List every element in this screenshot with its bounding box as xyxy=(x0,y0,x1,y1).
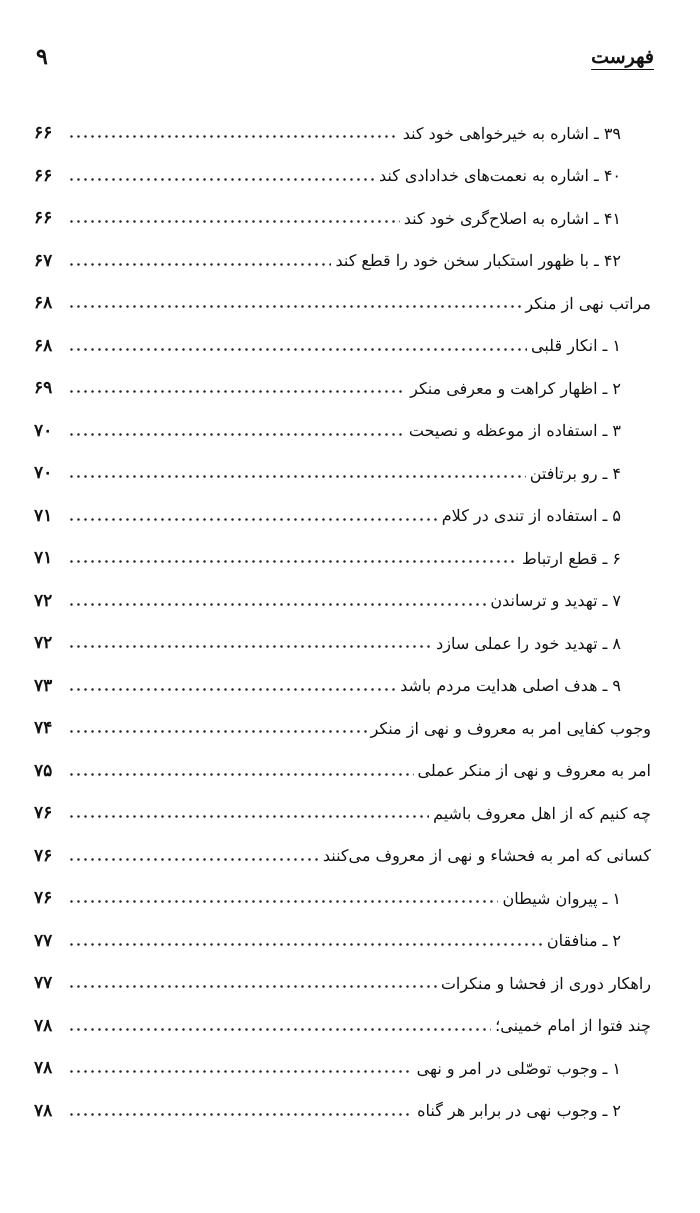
toc-entry-title: ۲ ـ منافقان xyxy=(546,931,621,951)
toc-entry[interactable] xyxy=(34,410,651,453)
toc-entry-page-number: ۷۷ xyxy=(34,930,53,951)
toc-entry-page-number: ۷۸ xyxy=(34,1058,53,1079)
toc-entry-title: مراتب نهی از منکر xyxy=(525,293,651,313)
toc-entry[interactable] xyxy=(34,580,651,623)
dot-leader xyxy=(68,977,437,989)
toc-entry-title: کسانی که امر به فحشاء و نهی از معروف می‌کنند xyxy=(322,846,651,866)
dot-leader xyxy=(68,765,414,777)
toc-entry-page-number: ۶۶ xyxy=(34,165,53,186)
toc-entry[interactable] xyxy=(34,537,651,580)
toc-entry-title: ۴۲ ـ با ظهور استکبار سخن خود را قطع کند xyxy=(335,251,621,271)
toc-entry-page-number: ۷۶ xyxy=(34,888,53,909)
page-header xyxy=(30,44,654,80)
dot-leader xyxy=(68,1105,413,1117)
toc-entry[interactable] xyxy=(34,367,651,410)
dot-leader xyxy=(68,1062,413,1074)
toc-entry-page-number: ۷۳ xyxy=(34,675,53,696)
toc-entry-title: چه کنیم که از اهل معروف باشیم xyxy=(433,803,651,823)
toc-entry-page-number: ۷۵ xyxy=(34,760,53,781)
toc-entry-page-number: ۶۶ xyxy=(34,123,53,144)
toc-entry[interactable] xyxy=(34,622,651,665)
dot-leader xyxy=(68,212,400,224)
toc-entry-page-number: ۷۰ xyxy=(34,463,53,484)
dot-leader xyxy=(68,255,331,267)
dot-leader xyxy=(68,127,399,139)
toc-entry-page-number: ۷۷ xyxy=(34,973,53,994)
dot-leader xyxy=(68,935,543,947)
toc-entry-title: ۲ ـ اظهار کراهت و معرفی منکر xyxy=(410,378,621,398)
toc-entry-page-number: ۷۲ xyxy=(34,590,53,611)
toc-entry[interactable] xyxy=(34,962,651,1005)
dot-leader xyxy=(68,340,527,352)
toc-entry-page-number: ۶۷ xyxy=(34,250,53,271)
toc-entry[interactable] xyxy=(34,707,651,750)
toc-entry[interactable] xyxy=(34,452,651,495)
toc-entry[interactable] xyxy=(34,282,651,325)
toc-entry[interactable] xyxy=(34,750,651,793)
dot-leader xyxy=(68,382,406,394)
toc-entry-title: ۷ ـ تهدید و ترساندن xyxy=(490,591,621,611)
toc-entry[interactable] xyxy=(34,665,651,708)
dot-leader xyxy=(68,722,367,734)
dot-leader xyxy=(68,637,432,649)
dot-leader xyxy=(68,680,396,692)
toc-entry[interactable] xyxy=(34,197,651,240)
toc-entry-title: ۳۹ ـ اشاره به خیرخواهی خود کند xyxy=(402,123,621,143)
toc-entry-page-number: ۶۶ xyxy=(34,208,53,229)
toc-entry[interactable] xyxy=(34,877,651,920)
dot-leader xyxy=(68,850,319,862)
toc-entry[interactable] xyxy=(34,155,651,198)
dot-leader xyxy=(68,467,526,479)
toc-entry[interactable] xyxy=(34,1005,651,1048)
toc-entry-title: ۱ ـ وجوب توصّلی در امر و نهی xyxy=(416,1058,621,1078)
toc-entry-page-number: ۶۸ xyxy=(34,293,53,314)
dot-leader xyxy=(68,510,438,522)
toc-entry[interactable] xyxy=(34,112,651,155)
toc-entry-title: ۳ ـ استفاده از موعظه و نصیحت xyxy=(408,421,621,441)
toc-entry-page-number: ۷۶ xyxy=(34,803,53,824)
toc-entry-page-number: ۶۸ xyxy=(34,335,53,356)
dot-leader xyxy=(68,1020,491,1032)
toc-entry-page-number: ۷۴ xyxy=(34,718,53,739)
toc-entry-page-number: ۷۸ xyxy=(34,1100,53,1121)
toc-entry[interactable] xyxy=(34,495,651,538)
dot-leader xyxy=(68,595,486,607)
toc-entry-title: ۹ ـ هدف اصلی هدایت مردم باشد xyxy=(400,676,621,696)
page-number: ۹ xyxy=(36,44,48,70)
page-title: فهرست xyxy=(591,46,654,68)
toc-entry-title: ۵ ـ استفاده از تندی در کلام xyxy=(441,506,621,526)
toc-entry-page-number: ۷۲ xyxy=(34,633,53,654)
toc-entry-page-number: ۷۰ xyxy=(34,420,53,441)
toc-entry-title: راهکار دوری از فحشا و منکرات xyxy=(440,973,651,993)
dot-leader xyxy=(68,892,498,904)
toc-entry-page-number: ۶۹ xyxy=(34,378,53,399)
toc-entry[interactable] xyxy=(34,1047,651,1090)
toc-entry-page-number: ۷۱ xyxy=(34,548,53,569)
dot-leader xyxy=(68,552,518,564)
toc-entry-page-number: ۷۶ xyxy=(34,845,53,866)
toc-entry-title: ۶ ـ قطع ارتباط xyxy=(522,548,621,568)
toc-entry[interactable] xyxy=(34,920,651,963)
toc-entry[interactable] xyxy=(34,1090,651,1133)
toc-entry[interactable] xyxy=(34,325,651,368)
toc-entry-title: امر به معروف و نهی از منکر عملی xyxy=(417,761,651,781)
toc-entry-title: چند فتوا از امام خمینی؛ xyxy=(495,1016,651,1036)
toc-entry[interactable] xyxy=(34,240,651,283)
dot-leader xyxy=(68,425,405,437)
toc-entry-title: ۱ ـ پیروان شیطان xyxy=(502,888,621,908)
toc-entry[interactable] xyxy=(34,792,651,835)
toc-entry-title: وجوب کفایی امر به معروف و نهی از منکر xyxy=(370,718,651,738)
dot-leader xyxy=(68,297,521,309)
dot-leader xyxy=(68,170,375,182)
table-of-contents xyxy=(34,112,651,1132)
toc-entry-title: ۸ ـ تهدید خود را عملی سازد xyxy=(436,633,621,653)
toc-entry[interactable] xyxy=(34,835,651,878)
toc-entry-title: ۴۰ ـ اشاره به نعمت‌های خدادادی کند xyxy=(378,166,621,186)
dot-leader xyxy=(68,807,429,819)
toc-entry-title: ۱ ـ انکار قلبی xyxy=(531,336,621,356)
toc-entry-page-number: ۷۸ xyxy=(34,1015,53,1036)
toc-entry-title: ۲ ـ وجوب نهی در برابر هر گناه xyxy=(417,1101,621,1121)
toc-entry-page-number: ۷۱ xyxy=(34,505,53,526)
toc-entry-title: ۴ ـ رو برتافتن xyxy=(529,463,621,483)
toc-entry-title: ۴۱ ـ اشاره به اصلاح‌گری خود کند xyxy=(403,208,621,228)
